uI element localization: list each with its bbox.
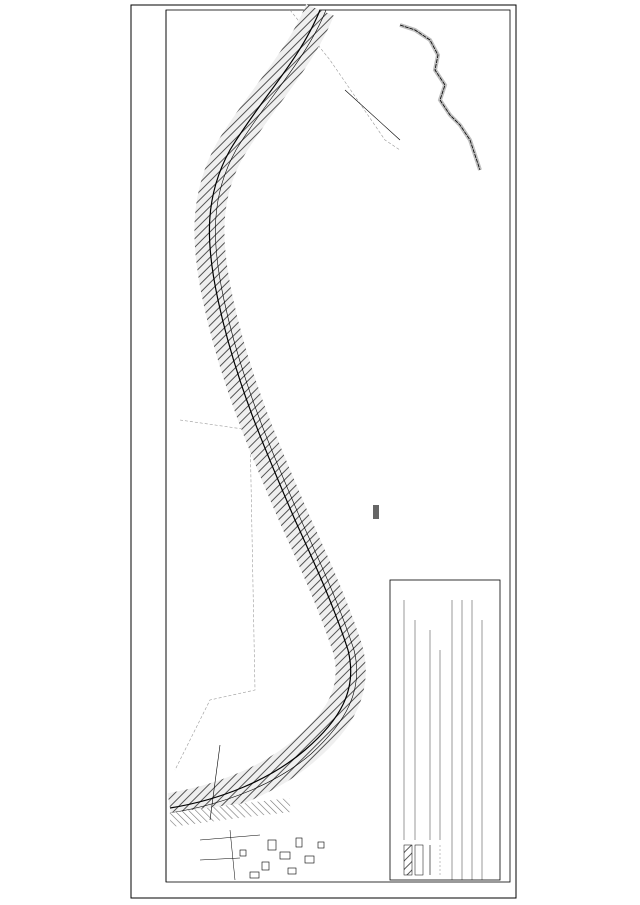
legend-box — [390, 580, 500, 880]
scale-marker — [373, 505, 379, 519]
settlement-lines — [200, 830, 260, 880]
cadastral-boundary — [175, 420, 255, 770]
inset-route — [400, 25, 480, 170]
road-corridor-edge-outer — [170, 10, 351, 808]
buildings — [240, 838, 324, 878]
leader-line-top — [345, 90, 400, 140]
